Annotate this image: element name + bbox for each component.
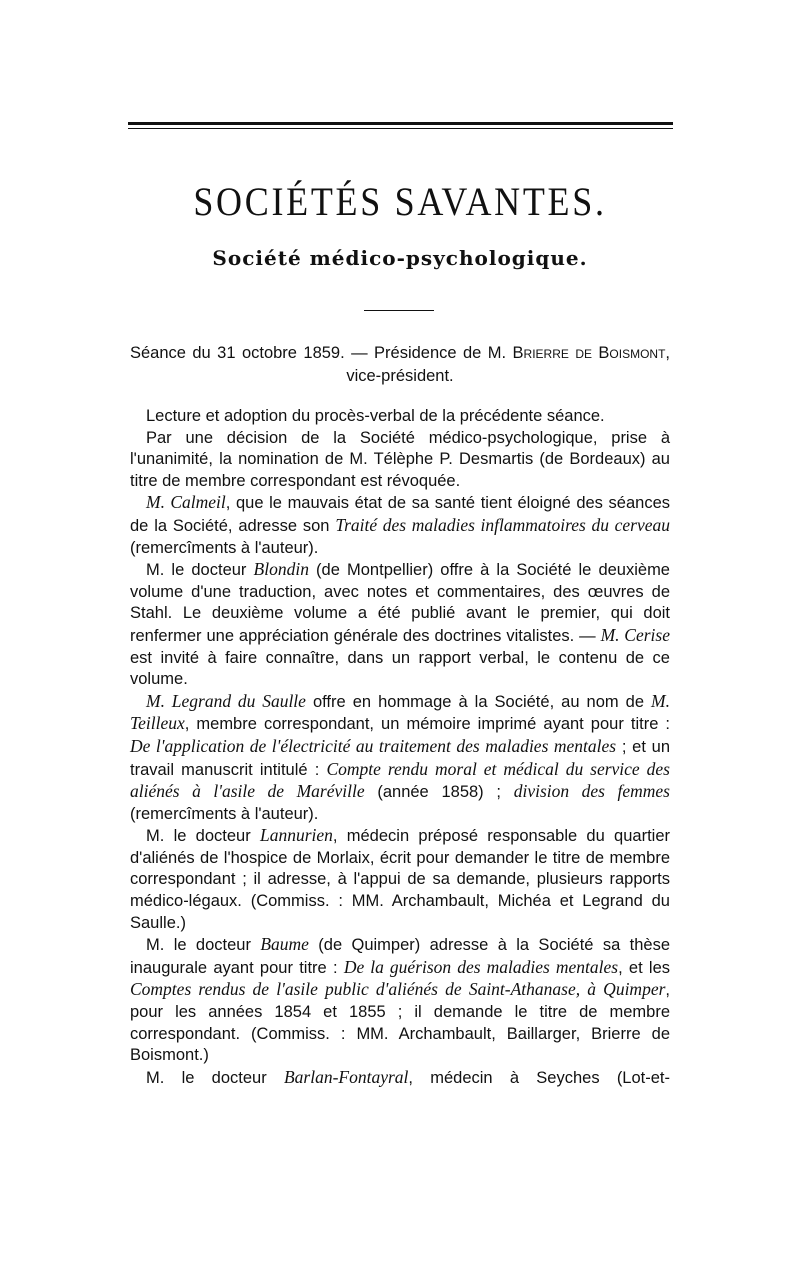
paragraph-2: Par une décision de la Société médico-psychologique, prise à l'unanimité, la nomination de M. Télèphe P. Desmartis (de Bordeaux) au titre de membre correspondant est révoquée. bbox=[130, 428, 670, 490]
person-name: M. Legrand du Saulle bbox=[146, 690, 306, 711]
text-run: (année 1858) ; bbox=[364, 783, 514, 802]
text-run: (remercîments à l'auteur). bbox=[130, 804, 319, 823]
text-run: , que le mauvais état de sa santé tient éloigné des séances de la Société, adresse son bbox=[130, 494, 671, 535]
person-name: Lannurien bbox=[259, 825, 333, 846]
body-text bbox=[130, 406, 670, 1089]
text-run: (de Quimper) adresse à la Société sa thèse inaugurale ayant pour titre : bbox=[130, 936, 670, 977]
text-run: ; et un travail manuscrit intitulé : bbox=[130, 737, 670, 779]
person-name: Barlan-Fontayral bbox=[283, 1066, 409, 1087]
text-run: M. le docteur bbox=[146, 827, 260, 846]
text-run: , membre correspondant, un mémoire imprimé ayant pour titre : bbox=[184, 715, 670, 734]
person-name: M. Teilleux bbox=[130, 690, 670, 734]
seance-comma: , bbox=[665, 344, 671, 362]
text-run: M. le docteur bbox=[146, 561, 254, 580]
paragraph-5 bbox=[130, 691, 670, 826]
top-thick-rule bbox=[128, 122, 673, 125]
text-run: M. le docteur bbox=[146, 1068, 284, 1087]
society-subtitle: Société médico-psychologique. bbox=[212, 246, 588, 270]
work-title: Traité des maladies inflammatoires du cerveau bbox=[335, 514, 670, 535]
paragraph-1: Lecture et adoption du procès-verbal de la précédente séance. bbox=[146, 407, 605, 425]
section-title: SOCIÉTÉS SAVANTES. bbox=[193, 179, 607, 224]
text-run: (remercîments à l'auteur). bbox=[130, 538, 319, 557]
president-name: Brierre de Boismont bbox=[512, 344, 666, 362]
person-name: Blondin bbox=[253, 559, 309, 580]
text-run: offre en hommage à la Société, au nom de bbox=[305, 692, 652, 711]
seance-date: Séance du 31 octobre 1859. — Présidence de M. bbox=[130, 344, 513, 362]
section-divider bbox=[364, 310, 434, 311]
work-title: division des femmes bbox=[513, 781, 670, 802]
paragraph-8 bbox=[130, 1067, 670, 1090]
paragraph-7 bbox=[130, 934, 670, 1067]
text-run: (de Montpellier) offre à la Société le deuxième volume d'une traduction, avec notes et commentaires, des œuvres de Stahl. Le deuxième volume a été publié avant le premier, qui doit renfermer une appréciation générale des doctrines vitalistes. — bbox=[130, 561, 670, 645]
work-title: De la guérison des maladies mentales bbox=[343, 956, 619, 977]
top-thin-rule bbox=[128, 128, 673, 129]
paragraph-4 bbox=[130, 559, 670, 691]
text-run: est invité à faire connaître, dans un rapport verbal, le contenu de ce volume. bbox=[130, 648, 670, 689]
work-title: De l'application de l'électricité au traitement des maladies mentales bbox=[130, 735, 617, 756]
seance-line-2: vice-président. bbox=[346, 367, 454, 385]
person-name: M. Calmeil bbox=[146, 492, 226, 513]
text-run: M. le docteur bbox=[146, 936, 261, 955]
text-run: , médecin préposé responsable du quartier d'aliénés de l'hospice de Morlaix, écrit pour demander le titre de membre correspondant ; il adresse, à l'appui de sa demande, plusieurs rapports médico-légaux. (Commiss. : MM. Archambault, Michéa et Legrand du Saulle.) bbox=[130, 827, 670, 932]
paragraph-3 bbox=[130, 492, 670, 559]
text-run: , médecin à Seyches (Lot-et- bbox=[408, 1068, 670, 1087]
text-run: , pour les années 1854 et 1855 ; il demande le titre de membre correspondant. (Commiss. : MM. Archambault, Baillarger, Brierre de Boismont.) bbox=[130, 981, 670, 1065]
work-title: Comptes rendus de l'asile public d'aliénés de Saint-Athanase, à Quimper bbox=[130, 979, 666, 1000]
text-run: , et les bbox=[618, 958, 671, 977]
person-name: Baume bbox=[260, 934, 309, 955]
person-name: M. Cerise bbox=[600, 624, 670, 645]
paragraph-6 bbox=[130, 825, 670, 934]
work-title: Compte rendu moral et médical du service des aliénés à l'asile de Maréville bbox=[130, 758, 670, 802]
seance-heading bbox=[130, 342, 670, 388]
seance-line-1 bbox=[130, 342, 670, 365]
